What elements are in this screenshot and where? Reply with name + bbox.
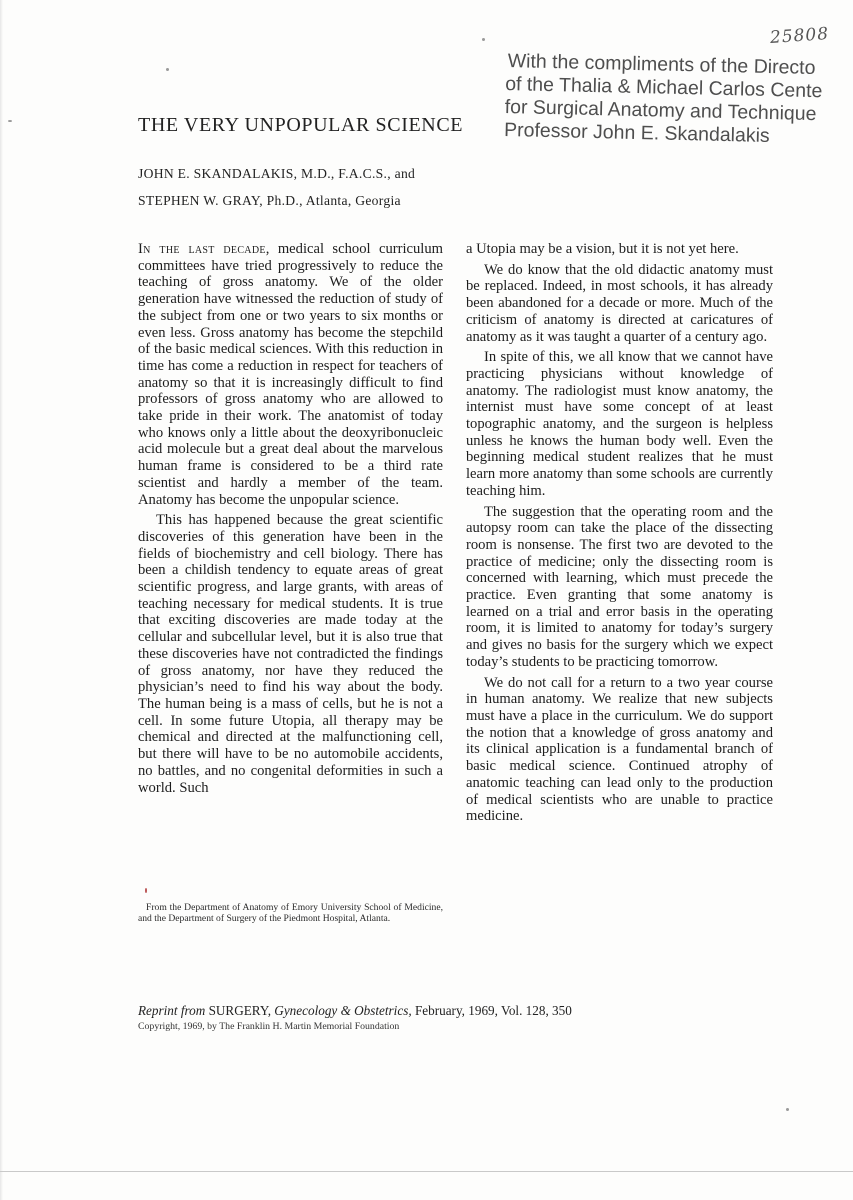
handwritten-catalog-number: 25808 (769, 23, 830, 49)
reprint-prefix: Reprint from (138, 1003, 206, 1018)
left-column (138, 241, 443, 800)
scan-speck (8, 120, 12, 122)
paragraph (138, 241, 443, 508)
right-column (466, 241, 773, 829)
journal-name: SURGERY, (208, 1003, 271, 1018)
paragraph: The suggestion that the operating room and the autopsy room can take the place of the dissecting room is nonsense. The first two are devoted to the practice of medicine; only the dissecting room is concerned with learning, which must precede the practice. Even granting that some anatomy is learned on a trial and error basis in the operating room, it is limited to anatomy for today’s surgery and gives no basis for the surgery which we expect today’s students to be practicing tomorrow. (466, 503, 773, 670)
paragraph: We do not call for a return to a two year course in human anatomy. We realize that new subjects must have a place in the curriculum. We do support the notion that a knowledge of gross anatomy and its clinical application is a fundamental branch of basic medical science. Continued atrophy of anatomic teaching can lead only to the production of medical scientists who are unable to practice medicine. (466, 674, 773, 825)
affiliation-footnote (138, 902, 443, 924)
author-line: JOHN E. SKANDALAKIS, M.D., F.A.C.S., and (138, 166, 416, 181)
scan-speck (786, 1108, 789, 1111)
paragraph-text: , medical school curriculum committees have tried progressively to reduce the teaching of gross anatomy. We of the older generation have witnessed the reduction of study of the subject from one or two years to six months or even less. Gross anatomy has become the stepchild of the basic medical sciences. With this reduction in time has come a reduction in respect for teachers of anatomy so that it is increasingly difficult to find professors of gross anatomy who are allowed to take pride in their work. The anatomist of today who knows only a little about the deoxyribonucleic acid molecule but a great deal about the marvelous human frame is considered to be a third rate scientist and hardly a member of the team. Anatomy has become the unpopular science. (138, 241, 443, 508)
citation-details: February, 1969, Vol. 128, 350 (414, 1003, 572, 1018)
article-title: THE VERY UNPOPULAR SCIENCE (138, 114, 464, 136)
paragraph: In spite of this, we all know that we cannot have practicing physicians without knowledge of anatomy. The radiologist must know anatomy, the internist must have some concept of at least topographic anatomy, and the surgeon is helpless unless he knows the human body well. Even the beginning medical student realizes that he must learn more anatomy than some schools are currently teaching him. (466, 349, 773, 499)
compliments-stamp (504, 50, 853, 150)
scan-speck (145, 888, 147, 893)
paragraph: a Utopia may be a vision, but it is not yet here. (466, 241, 739, 257)
stamp-line: of the Thalia & Michael Carlos Cente (504, 72, 823, 103)
scan-speck (482, 38, 485, 41)
lead-in-small-caps: In the last decade (138, 241, 266, 257)
journal-subtitle: Gynecology & Obstetrics, (274, 1003, 412, 1018)
stamp-line: With the compliments of the Directo (507, 50, 816, 80)
scan-speck (166, 68, 169, 71)
author-line: STEPHEN W. GRAY, Ph.D., Atlanta, Georgia (138, 193, 401, 208)
paragraph: We do know that the old didactic anatomy must be replaced. Indeed, in most schools, it has already been abandoned for a decade or more. Much of the criticism of anatomy is directed at caricatures of anatomy as it was taught a quarter of a century ago. (466, 261, 773, 345)
paragraph: This has happened because the great scientific discoveries of this generation have been in the fields of biochemistry and cell biology. There has been a childish tendency to equate areas of great scientific progress, and large grants, with areas of teaching necessary for medical students. It is true that exciting discoveries are made today at the cellular and subcellular level, but it is also true that these discoveries have not contradicted the findings of gross anatomy, nor have they reduced the physician’s need to find his way about the body. The human being is a mass of cells, but he is not a cell. In some future Utopia, all therapy may be chemical and directed at the malfunctioning cell, but there will have to be no automobile accidents, no battles, and no congenital deformities in such a world. Such (138, 512, 443, 796)
reprint-citation (138, 1003, 572, 1019)
copyright-notice: Copyright, 1969, by The Franklin H. Martin Memorial Foundation (138, 1021, 400, 1032)
scan-bottom-edge (0, 1171, 853, 1172)
stamp-line: Professor John E. Skandalakis (503, 118, 770, 148)
footnote-text: From the Department of Anatomy of Emory University School of Medicine, and the Department of Surgery of the Piedmont Hospital, Atlanta. (138, 902, 443, 924)
stamp-line: for Surgical Anatomy and Technique (504, 95, 817, 126)
scan-edge-shadow (0, 0, 3, 1200)
